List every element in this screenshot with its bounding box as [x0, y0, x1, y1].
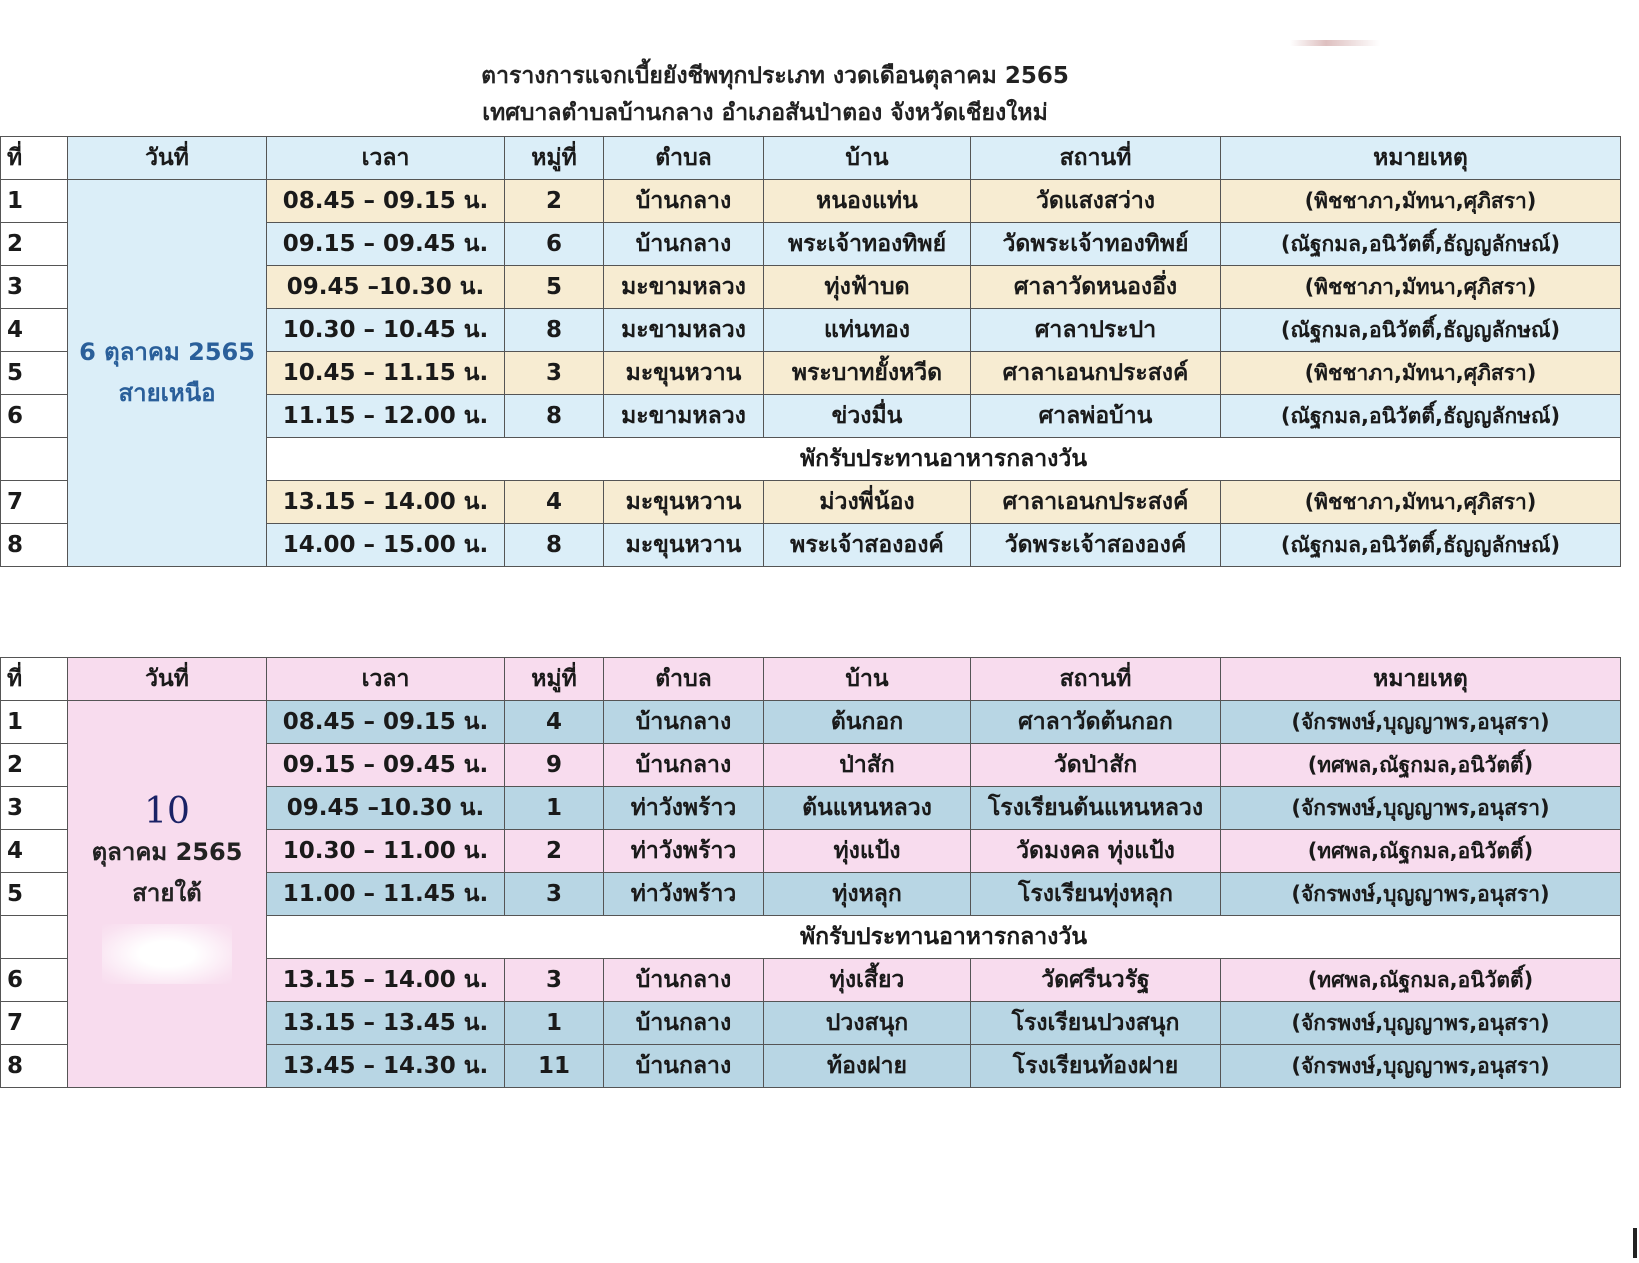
table-row: [1, 701, 1621, 744]
date-day-handwritten: 10: [144, 791, 190, 832]
row-number: 2: [1, 744, 68, 787]
col-header-tambon: ตำบล: [604, 137, 764, 180]
note-cell: (ณัฐกมล,อนิวัตติ์,ธัญญลักษณ์): [1221, 309, 1621, 352]
moo-cell: 3: [505, 873, 604, 916]
time-cell: 09.15 – 09.45 น.: [267, 223, 505, 266]
time-cell: 11.00 – 11.45 น.: [267, 873, 505, 916]
document-subtitle: เทศบาลตำบลบ้านกลาง อำเภอสันป่าตอง จังหวัดเชียงใหม่: [482, 100, 1048, 126]
place-cell: วัดศรีนวรัฐ: [971, 959, 1221, 1002]
tambon-cell: บ้านกลาง: [604, 1045, 764, 1088]
place-cell: วัดป่าสัก: [971, 744, 1221, 787]
time-cell: 13.45 – 14.30 น.: [267, 1045, 505, 1088]
ban-cell: หนองแท่น: [764, 180, 971, 223]
date-cell: [68, 701, 267, 1088]
row-number: 8: [1, 1045, 68, 1088]
tambon-cell: มะขุนหวาน: [604, 352, 764, 395]
ban-cell: ม่วงพี่น้อง: [764, 481, 971, 524]
tambon-cell: มะขามหลวง: [604, 309, 764, 352]
row-number: 6: [1, 395, 68, 438]
tambon-cell: บ้านกลาง: [604, 1002, 764, 1045]
row-number: 4: [1, 309, 68, 352]
time-cell: 14.00 – 15.00 น.: [267, 524, 505, 567]
time-cell: 08.45 – 09.15 น.: [267, 701, 505, 744]
tambon-cell: ท่าวังพร้าว: [604, 787, 764, 830]
col-header-note: หมายเหตุ: [1221, 658, 1621, 701]
note-cell: (ณัฐกมล,อนิวัตติ์,ธัญญลักษณ์): [1221, 395, 1621, 438]
note-cell: (จักรพงษ์,บุญญาพร,อนุสรา): [1221, 1002, 1621, 1045]
time-cell: 10.30 – 11.00 น.: [267, 830, 505, 873]
col-header-place: สถานที่: [971, 137, 1221, 180]
row-number-blank: [1, 438, 68, 481]
col-header-no: ที่: [1, 658, 68, 701]
schedule-table-south: [0, 657, 1621, 1088]
row-number: 6: [1, 959, 68, 1002]
tambon-cell: มะขามหลวง: [604, 395, 764, 438]
tambon-cell: ท่าวังพร้าว: [604, 830, 764, 873]
place-cell: ศาลาประปา: [971, 309, 1221, 352]
row-number: 4: [1, 830, 68, 873]
note-cell: (จักรพงษ์,บุญญาพร,อนุสรา): [1221, 701, 1621, 744]
tambon-cell: บ้านกลาง: [604, 701, 764, 744]
document-header: [0, 58, 1530, 132]
time-cell: 09.15 – 09.45 น.: [267, 744, 505, 787]
table-header-row: [1, 658, 1621, 701]
tambon-cell: มะขุนหวาน: [604, 524, 764, 567]
date-label: 6 ตุลาคม 2565: [79, 338, 255, 366]
date-cell: [68, 180, 267, 567]
moo-cell: 3: [505, 352, 604, 395]
ban-cell: ต้นแหนหลวง: [764, 787, 971, 830]
moo-cell: 3: [505, 959, 604, 1002]
row-number: 5: [1, 873, 68, 916]
place-cell: วัดพระเจ้าสององค์: [971, 524, 1221, 567]
note-cell: (จักรพงษ์,บุญญาพร,อนุสรา): [1221, 1045, 1621, 1088]
col-header-note: หมายเหตุ: [1221, 137, 1621, 180]
moo-cell: 1: [505, 1002, 604, 1045]
ban-cell: ปวงสนุก: [764, 1002, 971, 1045]
time-cell: 13.15 – 14.00 น.: [267, 959, 505, 1002]
time-cell: 10.30 – 10.45 น.: [267, 309, 505, 352]
moo-cell: 8: [505, 395, 604, 438]
place-cell: โรงเรียนต้นแหนหลวง: [971, 787, 1221, 830]
lunch-break-label: พักรับประทานอาหารกลางวัน: [267, 438, 1621, 481]
ban-cell: ต้นกอก: [764, 701, 971, 744]
row-number: 3: [1, 266, 68, 309]
place-cell: ศาลาวัดต้นกอก: [971, 701, 1221, 744]
col-header-date: วันที่: [68, 658, 267, 701]
note-cell: (ทศพล,ณัฐกมล,อนิวัตติ์): [1221, 744, 1621, 787]
col-header-moo: หมู่ที่: [505, 658, 604, 701]
ban-cell: ทุ่งหลุก: [764, 873, 971, 916]
moo-cell: 1: [505, 787, 604, 830]
place-cell: วัดแสงสว่าง: [971, 180, 1221, 223]
moo-cell: 4: [505, 481, 604, 524]
place-cell: วัดพระเจ้าทองทิพย์: [971, 223, 1221, 266]
ban-cell: พระเจ้าทองทิพย์: [764, 223, 971, 266]
ban-cell: ท้องฝาย: [764, 1045, 971, 1088]
tambon-cell: บ้านกลาง: [604, 744, 764, 787]
ban-cell: ทุ่งฟ้าบด: [764, 266, 971, 309]
tambon-cell: มะขามหลวง: [604, 266, 764, 309]
note-cell: (พิชชาภา,มัทนา,ศุภิสรา): [1221, 266, 1621, 309]
scan-artifact: [1290, 40, 1380, 46]
table-header-row: [1, 137, 1621, 180]
time-cell: 13.15 – 13.45 น.: [267, 1002, 505, 1045]
tambon-cell: บ้านกลาง: [604, 180, 764, 223]
place-cell: โรงเรียนปวงสนุก: [971, 1002, 1221, 1045]
moo-cell: 6: [505, 223, 604, 266]
ban-cell: ทุ่งเสี้ยว: [764, 959, 971, 1002]
row-number: 1: [1, 180, 68, 223]
note-cell: (จักรพงษ์,บุญญาพร,อนุสรา): [1221, 787, 1621, 830]
note-cell: (พิชชาภา,มัทนา,ศุภิสรา): [1221, 481, 1621, 524]
col-header-ban: บ้าน: [764, 137, 971, 180]
time-cell: 13.15 – 14.00 น.: [267, 481, 505, 524]
row-number: 8: [1, 524, 68, 567]
place-cell: ศาลาวัดหนองอึ่ง: [971, 266, 1221, 309]
table-row: [1, 180, 1621, 223]
route-label: สายใต้: [132, 879, 202, 907]
row-number: 7: [1, 1002, 68, 1045]
time-cell: 10.45 – 11.15 น.: [267, 352, 505, 395]
note-cell: (พิชชาภา,มัทนา,ศุภิสรา): [1221, 180, 1621, 223]
row-number: 3: [1, 787, 68, 830]
row-number: 7: [1, 481, 68, 524]
note-cell: (ณัฐกมล,อนิวัตติ์,ธัญญลักษณ์): [1221, 524, 1621, 567]
col-header-tambon: ตำบล: [604, 658, 764, 701]
row-number: 1: [1, 701, 68, 744]
scan-edge-mark: [1633, 1228, 1637, 1258]
ban-cell: แท่นทอง: [764, 309, 971, 352]
moo-cell: 4: [505, 701, 604, 744]
moo-cell: 2: [505, 830, 604, 873]
time-cell: 09.45 –10.30 น.: [267, 787, 505, 830]
row-number: 5: [1, 352, 68, 395]
place-cell: วัดมงคล ทุ่งแป้ง: [971, 830, 1221, 873]
col-header-moo: หมู่ที่: [505, 137, 604, 180]
time-cell: 09.45 –10.30 น.: [267, 266, 505, 309]
place-cell: ศาลาเอนกประสงค์: [971, 352, 1221, 395]
route-label: สายเหนือ: [118, 379, 216, 407]
place-cell: ศาลพ่อบ้าน: [971, 395, 1221, 438]
moo-cell: 2: [505, 180, 604, 223]
note-cell: (พิชชาภา,มัทนา,ศุภิสรา): [1221, 352, 1621, 395]
tambon-cell: บ้านกลาง: [604, 959, 764, 1002]
row-number: 2: [1, 223, 68, 266]
tambon-cell: ท่าวังพร้าว: [604, 873, 764, 916]
note-cell: (ณัฐกมล,อนิวัตติ์,ธัญญลักษณ์): [1221, 223, 1621, 266]
note-cell: (ทศพล,ณัฐกมล,อนิวัตติ์): [1221, 830, 1621, 873]
erased-mark: [102, 924, 232, 984]
place-cell: ศาลาเอนกประสงค์: [971, 481, 1221, 524]
ban-cell: พระบาทยั้งหวีด: [764, 352, 971, 395]
note-cell: (จักรพงษ์,บุญญาพร,อนุสรา): [1221, 873, 1621, 916]
moo-cell: 9: [505, 744, 604, 787]
ban-cell: ข่วงมื่น: [764, 395, 971, 438]
place-cell: โรงเรียนทุ่งหลุก: [971, 873, 1221, 916]
moo-cell: 8: [505, 524, 604, 567]
ban-cell: ป่าสัก: [764, 744, 971, 787]
note-cell: (ทศพล,ณัฐกมล,อนิวัตติ์): [1221, 959, 1621, 1002]
col-header-time: เวลา: [267, 137, 505, 180]
moo-cell: 5: [505, 266, 604, 309]
ban-cell: พระเจ้าสององค์: [764, 524, 971, 567]
schedule-table-north: [0, 136, 1621, 567]
time-cell: 11.15 – 12.00 น.: [267, 395, 505, 438]
place-cell: โรงเรียนท้องฝาย: [971, 1045, 1221, 1088]
col-header-ban: บ้าน: [764, 658, 971, 701]
tambon-cell: มะขุนหวาน: [604, 481, 764, 524]
lunch-break-label: พักรับประทานอาหารกลางวัน: [267, 916, 1621, 959]
col-header-time: เวลา: [267, 658, 505, 701]
time-cell: 08.45 – 09.15 น.: [267, 180, 505, 223]
moo-cell: 11: [505, 1045, 604, 1088]
row-number-blank: [1, 916, 68, 959]
tambon-cell: บ้านกลาง: [604, 223, 764, 266]
col-header-date: วันที่: [68, 137, 267, 180]
moo-cell: 8: [505, 309, 604, 352]
col-header-no: ที่: [1, 137, 68, 180]
document-title: ตารางการแจกเบี้ยยังชีพทุกประเภท งวดเดือนตุลาคม 2565: [481, 63, 1069, 89]
col-header-place: สถานที่: [971, 658, 1221, 701]
ban-cell: ทุ่งแป้ง: [764, 830, 971, 873]
date-label: ตุลาคม 2565: [91, 838, 243, 866]
